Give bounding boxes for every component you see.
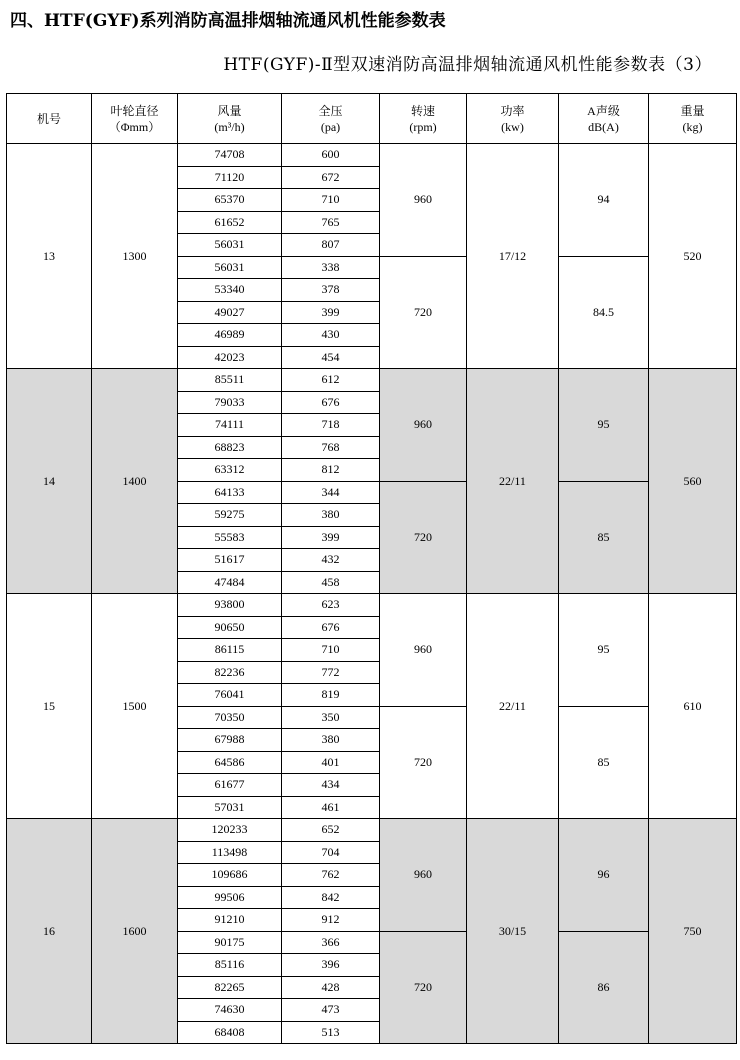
header-unit: (m³/h): [214, 119, 245, 134]
header-machine-no: [7, 94, 92, 144]
header-label: 功率: [500, 103, 525, 118]
pressure-cell: 807: [282, 234, 380, 257]
airflow-cell: 63312: [178, 459, 282, 482]
table-body: [7, 144, 737, 1044]
pressure-cell: 612: [282, 369, 380, 392]
machine-no-cell: 13: [7, 144, 92, 369]
pressure-cell: 430: [282, 324, 380, 347]
page-heading: 四、HTF(GYF)系列消防高温排烟轴流通风机性能参数表: [10, 11, 446, 31]
noise-cell: 85: [559, 706, 649, 819]
header-noise: [559, 94, 649, 144]
header-unit: (pa): [320, 119, 341, 134]
noise-cell: 85: [559, 481, 649, 594]
pressure-cell: 513: [282, 1021, 380, 1044]
pressure-cell: 710: [282, 639, 380, 662]
pressure-cell: 623: [282, 594, 380, 617]
pressure-cell: 338: [282, 256, 380, 279]
airflow-cell: 64133: [178, 481, 282, 504]
noise-cell: 96: [559, 819, 649, 932]
machine-no-cell: 16: [7, 819, 92, 1044]
pressure-cell: 819: [282, 684, 380, 707]
power-cell: 22/11: [467, 369, 559, 594]
power-cell: 17/12: [467, 144, 559, 369]
header-airflow: [178, 94, 282, 144]
pressure-cell: 461: [282, 796, 380, 819]
airflow-cell: 71120: [178, 166, 282, 189]
pressure-cell: 432: [282, 549, 380, 572]
header-label: 机号: [36, 111, 61, 126]
airflow-cell: 99506: [178, 886, 282, 909]
airflow-cell: 82236: [178, 661, 282, 684]
airflow-cell: 59275: [178, 504, 282, 527]
pressure-cell: 401: [282, 751, 380, 774]
airflow-cell: 91210: [178, 909, 282, 932]
airflow-cell: 67988: [178, 729, 282, 752]
header-speed: [380, 94, 467, 144]
noise-cell: 84.5: [559, 256, 649, 369]
diameter-cell: 1300: [92, 144, 178, 369]
airflow-cell: 109686: [178, 864, 282, 887]
pressure-cell: 350: [282, 706, 380, 729]
airflow-cell: 70350: [178, 706, 282, 729]
pressure-cell: 676: [282, 391, 380, 414]
pressure-cell: 366: [282, 931, 380, 954]
pressure-cell: 912: [282, 909, 380, 932]
pressure-cell: 378: [282, 279, 380, 302]
header-weight: [649, 94, 737, 144]
diameter-cell: 1600: [92, 819, 178, 1044]
noise-cell: 86: [559, 931, 649, 1044]
airflow-cell: 113498: [178, 841, 282, 864]
pressure-cell: 428: [282, 976, 380, 999]
pressure-cell: 672: [282, 166, 380, 189]
speed-cell: 960: [380, 819, 467, 932]
speed-cell: 720: [380, 931, 467, 1044]
fan-performance-table: [6, 93, 737, 1044]
header-label: 风量: [217, 103, 242, 118]
airflow-cell: 51617: [178, 549, 282, 572]
power-cell: 22/11: [467, 594, 559, 819]
airflow-cell: 85116: [178, 954, 282, 977]
airflow-cell: 74111: [178, 414, 282, 437]
noise-cell: 94: [559, 144, 649, 257]
airflow-cell: 74630: [178, 999, 282, 1022]
airflow-cell: 57031: [178, 796, 282, 819]
header-unit: （Φmm）: [108, 119, 161, 134]
airflow-cell: 47484: [178, 571, 282, 594]
speed-cell: 960: [380, 369, 467, 482]
diameter-cell: 1500: [92, 594, 178, 819]
header-unit: (rpm): [409, 119, 437, 134]
pressure-cell: 473: [282, 999, 380, 1022]
airflow-cell: 74708: [178, 144, 282, 167]
pressure-cell: 762: [282, 864, 380, 887]
airflow-cell: 82265: [178, 976, 282, 999]
pressure-cell: 399: [282, 301, 380, 324]
header-diameter: [92, 94, 178, 144]
airflow-cell: 61677: [178, 774, 282, 797]
pressure-cell: 600: [282, 144, 380, 167]
power-cell: 30/15: [467, 819, 559, 1044]
noise-cell: 95: [559, 594, 649, 707]
airflow-cell: 90175: [178, 931, 282, 954]
weight-cell: 520: [649, 144, 737, 369]
diameter-cell: 1400: [92, 369, 178, 594]
airflow-cell: 86115: [178, 639, 282, 662]
airflow-cell: 79033: [178, 391, 282, 414]
table-row: [7, 369, 737, 392]
pressure-cell: 710: [282, 189, 380, 212]
table-subtitle: HTF(GYF)-Ⅱ型双速消防高温排烟轴流通风机性能参数表（3）: [223, 55, 712, 75]
airflow-cell: 55583: [178, 526, 282, 549]
pressure-cell: 434: [282, 774, 380, 797]
pressure-cell: 842: [282, 886, 380, 909]
pressure-cell: 399: [282, 526, 380, 549]
airflow-cell: 56031: [178, 256, 282, 279]
pressure-cell: 380: [282, 504, 380, 527]
pressure-cell: 676: [282, 616, 380, 639]
pressure-cell: 652: [282, 819, 380, 842]
pressure-cell: 458: [282, 571, 380, 594]
header-label: 转速: [410, 103, 435, 118]
airflow-cell: 42023: [178, 346, 282, 369]
speed-cell: 720: [380, 706, 467, 819]
header-label: A声级: [587, 103, 620, 118]
airflow-cell: 93800: [178, 594, 282, 617]
pressure-cell: 812: [282, 459, 380, 482]
pressure-cell: 454: [282, 346, 380, 369]
airflow-cell: 68408: [178, 1021, 282, 1044]
weight-cell: 560: [649, 369, 737, 594]
pressure-cell: 772: [282, 661, 380, 684]
pressure-cell: 718: [282, 414, 380, 437]
pressure-cell: 765: [282, 211, 380, 234]
airflow-cell: 56031: [178, 234, 282, 257]
airflow-cell: 85511: [178, 369, 282, 392]
header-unit: (kg): [682, 119, 703, 134]
table-row: [7, 144, 737, 167]
header-label: 叶轮直径: [110, 103, 159, 118]
airflow-cell: 120233: [178, 819, 282, 842]
noise-cell: 95: [559, 369, 649, 482]
airflow-cell: 49027: [178, 301, 282, 324]
airflow-cell: 90650: [178, 616, 282, 639]
table-row: [7, 594, 737, 617]
airflow-cell: 64586: [178, 751, 282, 774]
airflow-cell: 53340: [178, 279, 282, 302]
header-label: 重量: [680, 103, 705, 118]
pressure-cell: 344: [282, 481, 380, 504]
header-power: [467, 94, 559, 144]
airflow-cell: 76041: [178, 684, 282, 707]
pressure-cell: 768: [282, 436, 380, 459]
airflow-cell: 61652: [178, 211, 282, 234]
header-row: [7, 94, 737, 144]
airflow-cell: 68823: [178, 436, 282, 459]
pressure-cell: 380: [282, 729, 380, 752]
machine-no-cell: 15: [7, 594, 92, 819]
machine-no-cell: 14: [7, 369, 92, 594]
speed-cell: 960: [380, 594, 467, 707]
header-unit: (kw): [501, 119, 524, 134]
speed-cell: 720: [380, 481, 467, 594]
speed-cell: 720: [380, 256, 467, 369]
airflow-cell: 65370: [178, 189, 282, 212]
pressure-cell: 704: [282, 841, 380, 864]
header-unit: dB(A): [588, 119, 619, 134]
speed-cell: 960: [380, 144, 467, 257]
header-label: 全压: [318, 103, 343, 118]
header-pressure: [282, 94, 380, 144]
pressure-cell: 396: [282, 954, 380, 977]
weight-cell: 610: [649, 594, 737, 819]
table-row: [7, 819, 737, 842]
airflow-cell: 46989: [178, 324, 282, 347]
weight-cell: 750: [649, 819, 737, 1044]
